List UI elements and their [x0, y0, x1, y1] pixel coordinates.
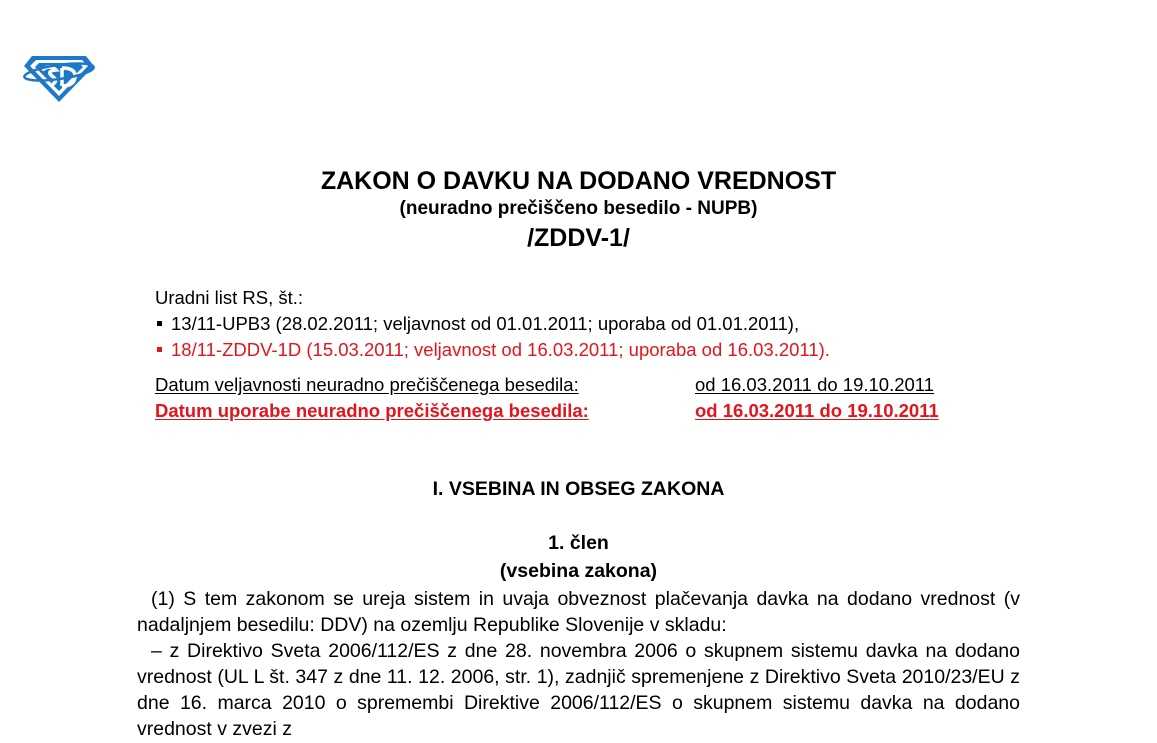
gazette-item-text: 18/11-ZDDV-1D (15.03.2011; veljavnost od 16.03.2011; uporaba od 16.03.2011).	[171, 339, 830, 360]
document-subtitle: (neuradno prečiščeno besedilo - NUPB)	[399, 198, 758, 219]
gazette-block	[155, 285, 830, 363]
section-heading: I. VSEBINA IN OBSEG ZAKONA	[432, 478, 725, 500]
logo-icon	[22, 50, 96, 104]
document-short-name: /ZDDV-1/	[527, 224, 630, 252]
gazette-label: Uradni list RS, št.:	[155, 287, 304, 308]
document-title: ZAKON O DAVKU NA DODANO VREDNOST	[320, 167, 837, 195]
bullet-icon	[157, 347, 162, 352]
dates-block	[155, 372, 939, 424]
use-row	[155, 398, 939, 424]
validity-row	[155, 372, 939, 398]
gazette-item	[155, 337, 830, 363]
validity-label: Datum veljavnosti neuradno prečiščenega besedila:	[155, 374, 579, 395]
article-number: 1. člen	[548, 532, 609, 554]
article-bullet: – z Direktivo Sveta 2006/112/ES z dne 28. novembra 2006 o skupnem sistemu davka na dodano vrednost (UL L št. 347 z dne 11. 12. 2006, str. 1), zadnjič spremenjene z Direktivo Sveta 2010/23/EU z dne 16. marca 2010 o spremembi Direktive 2006/112/ES o skupnem sistemu davka na dodano vrednost v zvezi z	[137, 640, 1020, 740]
article-paragraph: (1) S tem zakonom se ureja sistem in uvaja obveznost plačevanja davka na dodano vrednost (v nadaljnjem besedilu: DDV) na ozemlju Republike Slovenije v skladu:	[137, 588, 1020, 636]
validity-value: od 16.03.2011 do 19.10.2011	[695, 374, 935, 395]
use-label: Datum uporabe neuradno prečiščenega besedila:	[155, 400, 589, 421]
bullet-icon	[157, 321, 162, 326]
gazette-item-text: 13/11-UPB3 (28.02.2011; veljavnost od 01.01.2011; uporaba od 01.01.2011),	[171, 313, 800, 334]
article-title: (vsebina zakona)	[499, 560, 658, 582]
gazette-item	[155, 311, 830, 337]
use-value: od 16.03.2011 do 19.10.2011	[695, 400, 939, 421]
article-body	[137, 586, 1020, 742]
